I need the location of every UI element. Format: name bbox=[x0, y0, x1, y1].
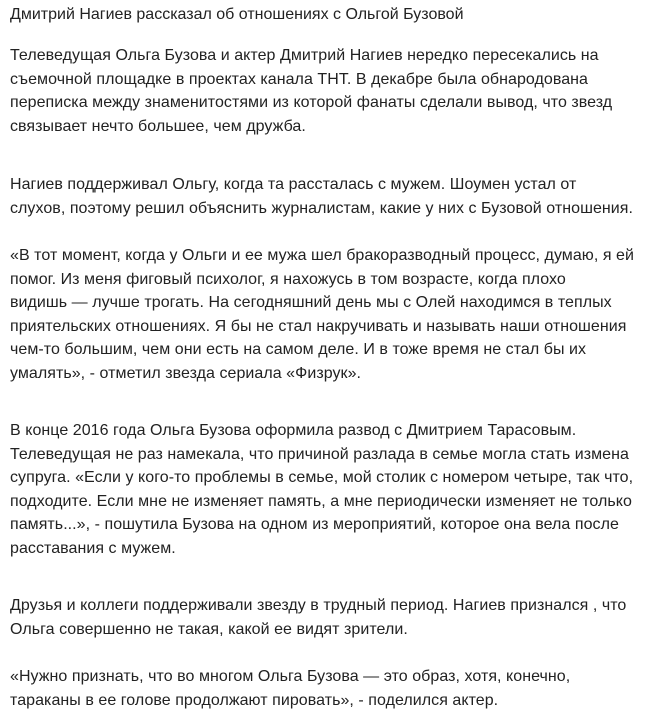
paragraph-5 bbox=[10, 594, 666, 641]
paragraph-line: В конце 2016 года Ольга Бузова оформила развод с Дмитрием Тарасовым. bbox=[10, 422, 577, 439]
paragraph-line: расставания с мужем. bbox=[10, 539, 176, 557]
paragraph-line: Друзья и коллеги поддерживали звезду в трудный период. Нагиев признался , что bbox=[10, 597, 627, 614]
paragraph-line: Нагиев поддерживал Ольгу, когда та рассталась с мужем. Шоумен устал от bbox=[10, 176, 577, 193]
article-title: Дмитрий Нагиев рассказал об отношениях с Ольгой Бузовой bbox=[10, 6, 464, 23]
paragraph-1 bbox=[10, 44, 666, 138]
paragraph-line: видишь — лучше трогать. На сегодняшний день мы с Олей находимся в теплых bbox=[10, 294, 612, 311]
paragraph-line: память...», - пошутила Бузова на одном из мероприятий, которое она вела после bbox=[10, 516, 619, 533]
paragraph-3 bbox=[10, 244, 666, 385]
paragraph-line: «В тот момент, когда у Ольги и ее мужа шел бракоразводный процесс, думаю, я ей bbox=[10, 247, 634, 264]
paragraph-line: тараканы в ее голове продолжают пировать», - поделился актер. bbox=[10, 691, 499, 709]
paragraph-line: слухов, поэтому решил объяснить журналистам, какие у них с Бузовой отношения. bbox=[10, 199, 633, 217]
paragraph-line: умалять», - отметил звезда сериала «Физрук». bbox=[10, 364, 362, 382]
paragraph-6 bbox=[10, 665, 666, 712]
paragraph-line: помог. Из меня фиговый психолог, я нахожусь в том возрасте, когда плохо bbox=[10, 270, 566, 288]
paragraph-line: переписка между знаменитостями из которой фанаты сделали вывод, что звезд bbox=[10, 94, 613, 111]
paragraph-line: Ольга совершенно не такая, какой ее видят зрители. bbox=[10, 620, 408, 638]
paragraph-line: подходите. Если мне не изменяет память, а мне периодически изменяет не только bbox=[10, 492, 632, 510]
paragraph-line: чем-то большим, чем они есть на самом деле. И в тоже время не стал бы их bbox=[10, 341, 587, 358]
paragraph-line: приятельских отношениях. Я бы не стал накручивать и называть наши отношения bbox=[10, 317, 627, 335]
paragraph-line: Телеведущая Ольга Бузова и актер Дмитрий Нагиев нередко пересекались на bbox=[10, 47, 599, 64]
paragraph-line: супруга. «Если у кого-то проблемы в семье, мой столик с номером четыре, так что, bbox=[10, 469, 634, 486]
paragraph-line: Телеведущая не раз намекала, что причиной разлада в семье могла стать измена bbox=[10, 445, 629, 463]
paragraph-line: «Нужно признать, что во многом Ольга Бузова — это образ, хотя, конечно, bbox=[10, 668, 571, 685]
paragraph-line: съемочной площадке в проектах канала ТНТ. В декабре была обнародована bbox=[10, 70, 588, 88]
paragraph-line: связывает нечто большее, чем дружба. bbox=[10, 117, 306, 135]
paragraph-2 bbox=[10, 173, 666, 220]
paragraph-4 bbox=[10, 419, 666, 560]
